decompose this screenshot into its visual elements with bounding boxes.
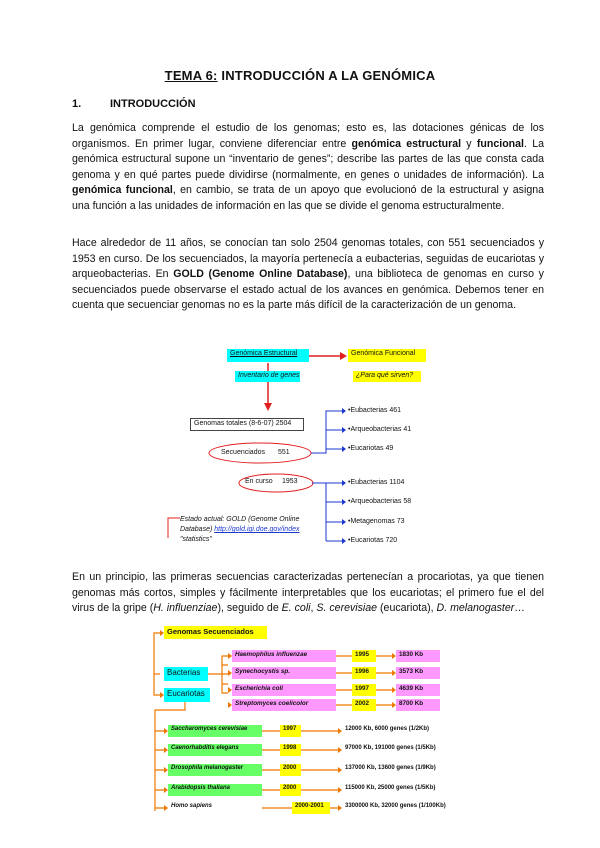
p1-bold-functional: funcional [476, 137, 524, 150]
eukaryote-year-1: 1998 [280, 744, 301, 756]
eukaryotes-node: Eucariotas [164, 688, 210, 702]
eukaryote-species-4: Homo sapiens [171, 803, 213, 809]
bacteria-species-0: Haemophilus influenzae [232, 650, 336, 662]
eukaryote-info-4: 3300000 Kb, 32000 genes (1/100Kb) [345, 803, 446, 809]
p3-text-a: En un principio, las primeras secuencias caracterizadas pertenecían a procariotas, ya que tienen genomas más cortos, simples y fácilmente interpretables que los eucariotas; el primero fue el del virus de la gripe ( [72, 571, 544, 614]
p1-text-a: La genómica comprende el estudio de los genomas; esto es, las dotaciones génicas de los organismos. En primer lugar, conviene diferenciar entre [72, 122, 544, 150]
p3-italic-s-cerevisiae: S. cerevisiae [316, 602, 378, 614]
prog-item-eubacteria: •Eubacterias 1104 [348, 479, 405, 486]
eukaryote-species-1: Caenorhabditis elegans [168, 744, 262, 756]
p1-bold-functional-genomics: genómica funcional [72, 184, 173, 196]
in-progress-count: 1953 [282, 478, 298, 485]
seq-item-archaea: •Arqueobacterias 41 [348, 426, 412, 433]
bacteria-size-0: 1830 Kb [396, 650, 440, 662]
sequenced-count: 551 [278, 449, 290, 456]
eukaryote-year-3: 2000 [280, 784, 301, 796]
title-rest: INTRODUCCIÓN A LA GENÓMICA [217, 68, 436, 83]
section-number: 1. [72, 98, 82, 110]
bacteria-size-2: 4639 Kb [396, 684, 440, 696]
p2-text-c: , una biblioteca de genomas en curso y secuenciados puede observarse el estado actual de los avances en genómica. Debemos tener en cuenta que secuenciar genomas no es la parte más difícil de la caracterización de un genoma. [72, 268, 544, 311]
bacteria-year-1: 1996 [352, 667, 376, 679]
p1-text-d: . La genómica estructural supone un “inventario de genes”; describe las partes de las que consta cada genoma y en qué partes puede dividirse (normalmente, en genes o unidades de información). La [72, 137, 544, 181]
eukaryote-year-0: 1997 [280, 725, 301, 737]
bacteria-species-3: Streptomyces coelicolor [232, 699, 336, 711]
eukaryote-year-4: 2000-2001 [292, 802, 330, 814]
gene-inventory-box: Inventario de genes [235, 371, 300, 382]
title-prefix: TEMA 6: [164, 68, 218, 83]
p3-italic-d-melanogaster: D. melanogaster [436, 602, 515, 614]
p3-italic-e-coli: E. coli [281, 602, 311, 614]
eukaryote-info-3: 115000 Kb, 25000 genes (1/5Kb) [345, 785, 436, 791]
gold-note-line1: Estado actual: GOLD (Genome Online [180, 516, 300, 523]
p3-text-c: , [310, 602, 317, 614]
p3-text-b: ), seguido de [217, 602, 282, 614]
eukaryote-species-2: Drosophila melanogaster [168, 764, 262, 776]
eukaryote-species-0: Saccharomyces cerevisiae [168, 725, 262, 737]
section-title: INTRODUCCIÓN [110, 98, 196, 110]
gold-link[interactable]: http://gold.igi.doe.gov/index [214, 526, 300, 533]
in-progress-label: En curso [245, 478, 273, 485]
bacteria-size-3: 8700 Kb [396, 699, 440, 711]
prog-item-metagenomes: •Metagenomas 73 [348, 518, 405, 525]
gold-note-line3: "statistics" [180, 536, 212, 543]
purpose-box: ¿Para qué sirven? [353, 371, 421, 382]
eukaryote-info-0: 12000 Kb, 6000 genes (1/2Kb) [345, 726, 430, 732]
sequenced-label: Secuenciados [221, 449, 265, 456]
p1-text-e: , en cambio, se trata de un apoyo que evolucionó de la estructural y asigna una función a las unidades de información en las que se divide el genoma estructuralmente. [72, 184, 545, 212]
bacteria-node: Bacterias [164, 667, 208, 681]
bacteria-species-1: Synechocystis sp. [232, 667, 336, 679]
prog-item-archaea: •Arqueobacterias 58 [348, 498, 412, 505]
sequenced-genomes-root: Genomas Secuenciados [164, 626, 267, 639]
p1-bold-structural: genómica estructural [351, 137, 462, 150]
bacteria-year-0: 1995 [352, 650, 376, 662]
gold-note-line2: Database) [180, 526, 215, 533]
functional-genomics-box: Genómica Funcional [348, 349, 426, 362]
structural-genomics-box: Genómica Estructural [227, 349, 309, 362]
p2-text-a: Hace alrededor de 11 años, se conocían tan solo 2504 genomas totales, con 551 secuenciados y 1953 en curso. De los secuenciados, la mayoría pertenecía a eubacterias, seguidas de eucariotas y arqueobacterias. En [72, 237, 544, 280]
eukaryote-info-1: 97000 Kb, 191000 genes (1/5Kb) [345, 745, 436, 751]
seq-item-eukaryotes: •Eucariotas 49 [348, 445, 394, 452]
p1-text-c: y [461, 137, 477, 150]
p3-italic-h-influenziae: H. influenziae [153, 602, 218, 614]
p3-text-d: (eucariota), [377, 602, 437, 614]
bacteria-species-2: Escherichia coli [232, 684, 336, 696]
bacteria-year-2: 1997 [352, 684, 376, 696]
bacteria-year-3: 2002 [352, 699, 376, 711]
prog-item-eukaryotes: •Eucariotas 720 [348, 537, 398, 544]
seq-item-eubacteria: •Eubacterias 461 [348, 407, 402, 414]
p3-text-e: … [514, 602, 525, 614]
eukaryote-year-2: 2000 [280, 764, 301, 776]
total-genomes-box: Genomas totales (8-6-07) 2504 [190, 418, 304, 431]
bacteria-size-1: 3573 Kb [396, 667, 440, 679]
eukaryote-species-3: Arabidopsis thaliana [168, 784, 262, 796]
p2-bold-gold: GOLD (Genome Online Database) [173, 268, 348, 280]
eukaryote-info-2: 137000 Kb, 13600 genes (1/9Kb) [345, 765, 436, 771]
